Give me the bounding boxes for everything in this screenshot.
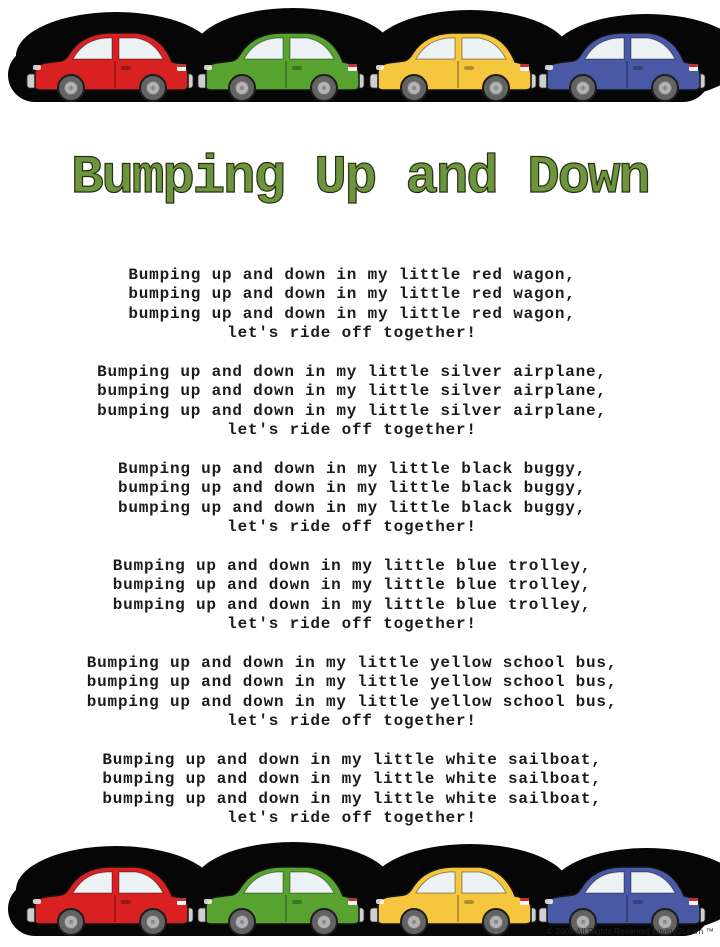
verse-silver-airplane: [0, 363, 704, 441]
lyric-line: Bumping up and down in my little silver airplane,: [97, 363, 607, 382]
verse-blue-trolley: [0, 557, 704, 635]
lyric-line: Bumping up and down in my little black buggy,: [117, 460, 587, 479]
lyric-line: bumping up and down in my little silver airplane,: [97, 401, 607, 420]
lyric-line: bumping up and down in my little black buggy,: [117, 498, 587, 517]
page-title: Bumping Up and Down: [71, 148, 649, 209]
lyric-line: Bumping up and down in my little white sailboat,: [102, 751, 602, 770]
lyric-line: bumping up and down in my little yellow school bus,: [86, 692, 618, 711]
lyric-line: let's ride off together!: [227, 324, 477, 343]
lyric-line: Bumping up and down in my little blue trolley,: [112, 557, 592, 576]
lyric-line: let's ride off together!: [227, 421, 477, 440]
lyric-line: bumping up and down in my little white sailboat,: [102, 789, 602, 808]
lyric-line: bumping up and down in my little red wagon,: [128, 304, 576, 323]
copyright-text: © 2008 All Rights Reserved Loving2Learn ™: [546, 927, 714, 936]
lyric-line: bumping up and down in my little black buggy,: [117, 479, 587, 498]
lyrics: [0, 266, 704, 848]
lyric-line: Bumping up and down in my little red wagon,: [128, 266, 576, 284]
verse-red-wagon: [0, 266, 704, 344]
lyric-line: bumping up and down in my little white sailboat,: [102, 770, 602, 789]
lyric-line: let's ride off together!: [227, 809, 477, 828]
car-border-top: [0, 2, 720, 114]
lyric-line: let's ride off together!: [227, 518, 477, 537]
verse-white-sailboat: [0, 751, 704, 829]
lyric-line: bumping up and down in my little blue trolley,: [112, 595, 592, 614]
lyric-line: bumping up and down in my little blue trolley,: [112, 576, 592, 595]
lyric-line: bumping up and down in my little yellow school bus,: [86, 673, 618, 692]
lyric-line: let's ride off together!: [227, 712, 477, 731]
lyric-line: let's ride off together!: [227, 615, 477, 634]
verse-black-buggy: [0, 460, 704, 538]
lyric-line: bumping up and down in my little silver airplane,: [97, 382, 607, 401]
lyric-line: bumping up and down in my little red wagon,: [128, 285, 576, 304]
lyric-line: Bumping up and down in my little yellow school bus,: [86, 654, 618, 673]
verse-yellow-school-bus: [0, 654, 704, 732]
